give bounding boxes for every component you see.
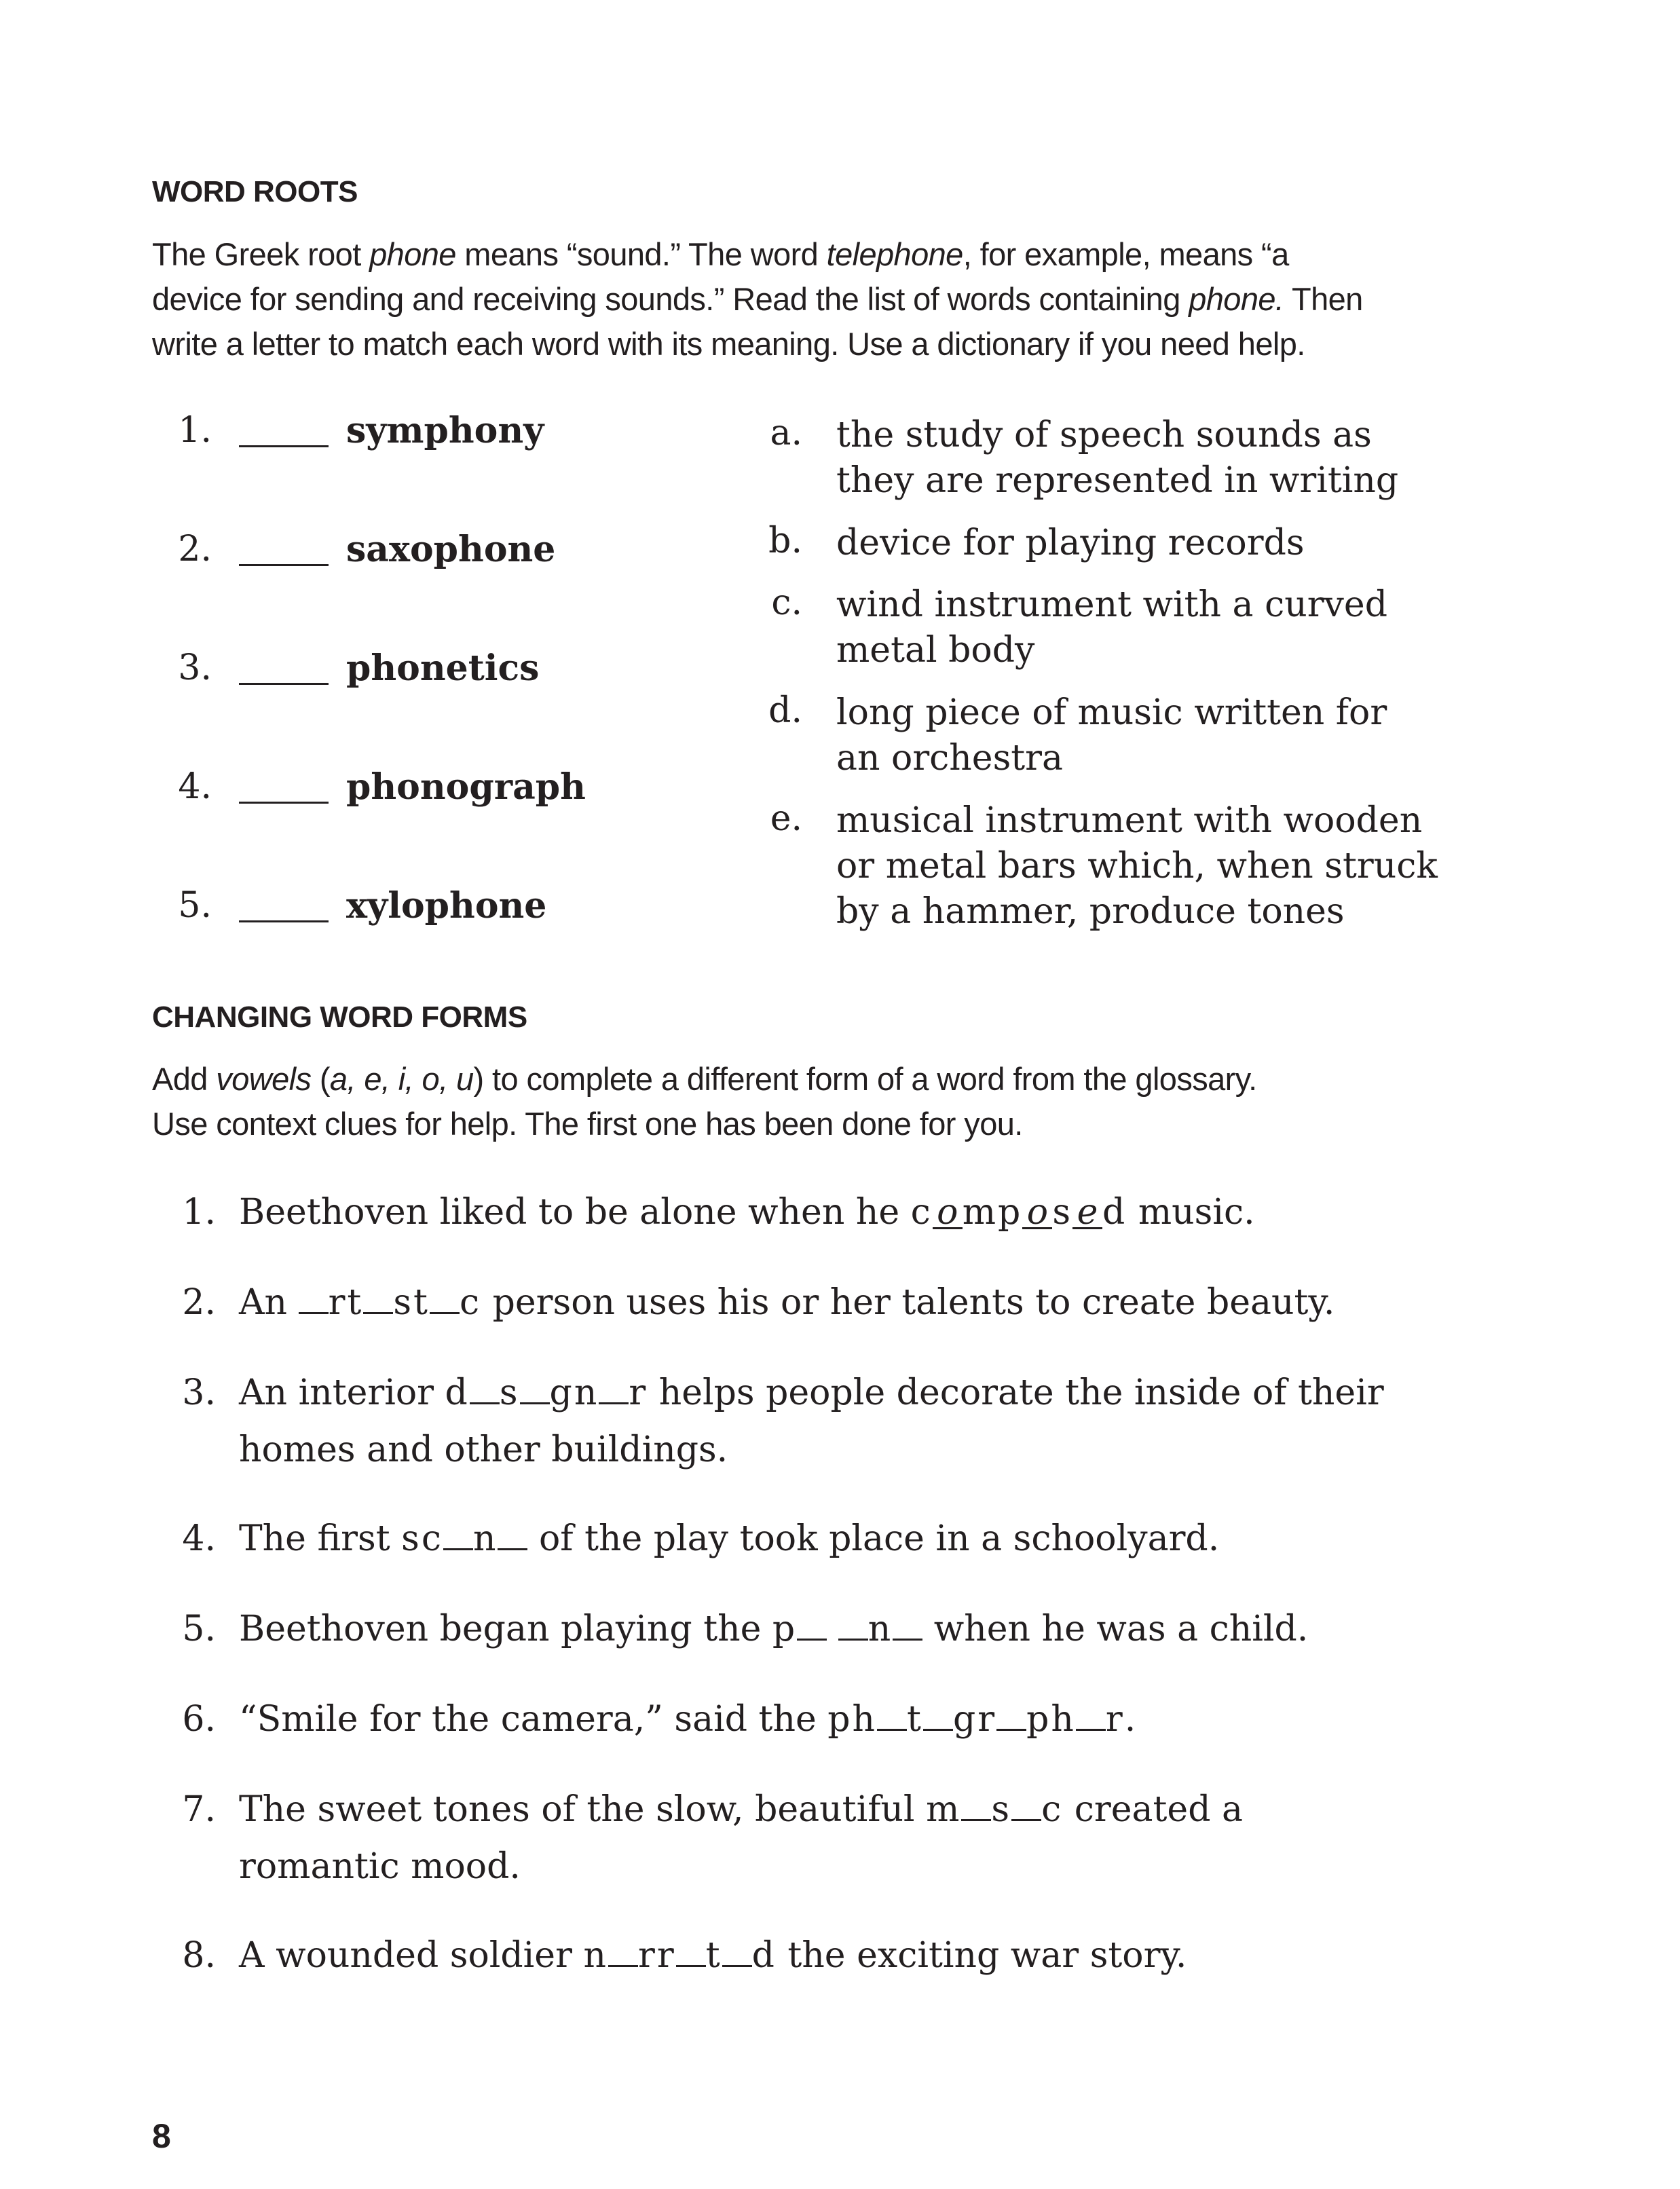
intro-line-1: The Greek root phone means “sound.” The word telephone, for example, means “a (152, 236, 1289, 272)
sentence-6: 6. “Smile for the camera,” said the ph t gr ph r. (239, 1691, 1136, 1748)
vowel-blank[interactable] (608, 1965, 638, 1967)
sentence-number: 4. (182, 1518, 216, 1559)
vowel-blank[interactable] (299, 1312, 329, 1314)
term-number: 3. (178, 648, 212, 688)
sentence-number: 8. (182, 1935, 216, 1976)
term-number: 2. (178, 529, 212, 569)
term-word: saxophone (346, 529, 556, 570)
vowel-blank[interactable] (877, 1729, 907, 1731)
sentence-4: 4. The first sc n of the play took place in a schoolyard. (239, 1510, 1219, 1567)
vowel-blank[interactable] (470, 1402, 500, 1404)
vowel-blank[interactable] (430, 1312, 460, 1314)
sentence-number: 6. (182, 1699, 216, 1740)
definition-letter: a. (770, 413, 802, 453)
vowel-blank[interactable] (797, 1639, 827, 1641)
vowel-blank[interactable] (1076, 1729, 1106, 1731)
definition-text: musical instrument with wooden or metal bars which, when struck by a hammer, produce tones (836, 800, 1438, 932)
sentence-5: 5. Beethoven began playing the p n when he was a child. (239, 1601, 1308, 1658)
term-word: phonetics (346, 648, 540, 689)
term-word: xylophone (346, 885, 547, 927)
sentence-1: 1. Beethoven liked to be alone when he c o mp o s e d music. (239, 1184, 1255, 1241)
sentence-number: 1. (182, 1192, 216, 1233)
definition-text: long piece of music written for an orchestra (836, 692, 1387, 779)
intro-line-2: Use context clues for help. The first one has been done for you. (152, 1106, 1023, 1142)
word-roots-heading: WORD ROOTS (152, 175, 358, 208)
vowel-blank[interactable] (996, 1729, 1026, 1731)
vowel-answer[interactable]: e (1072, 1197, 1102, 1229)
term-word: phonograph (346, 766, 586, 808)
definition-letter: d. (768, 690, 802, 731)
definition-letter: b. (768, 521, 802, 561)
definition-text: the study of speech sounds as they are represented in writing (836, 415, 1399, 501)
intro-line-2: device for sending and receiving sounds.” Read the list of words containing phone. Then (152, 281, 1363, 317)
sentence-3: 3. An interior d s gn r helps people decorate the inside of their homes and other buildings. (239, 1364, 1384, 1478)
definition-letter: e. (770, 798, 802, 839)
changing-word-forms-heading: CHANGING WORD FORMS (152, 1000, 527, 1034)
vowel-blank[interactable] (599, 1402, 629, 1404)
changing-forms-intro (152, 1057, 1442, 1146)
word-roots-intro (152, 232, 1442, 367)
intro-line-1: Add vowels (a, e, i, o, u) to complete a different form of a word from the glossary. (152, 1061, 1257, 1097)
term-number: 5. (178, 885, 212, 926)
vowel-blank[interactable] (722, 1965, 752, 1967)
vowel-blank[interactable] (363, 1312, 393, 1314)
vowel-blank[interactable] (961, 1819, 991, 1821)
vowel-blank[interactable] (893, 1639, 922, 1641)
vowel-blank[interactable] (520, 1402, 550, 1404)
term-word: symphony (346, 410, 544, 451)
vowel-blank[interactable] (443, 1548, 473, 1550)
vowel-blank[interactable] (1011, 1819, 1041, 1821)
sentence-7: 7. The sweet tones of the slow, beautiful m s c created a romantic mood. (239, 1781, 1243, 1895)
sentence-number: 5. (182, 1609, 216, 1649)
definition-d (0, 690, 1680, 785)
sentence-8: 8. A wounded soldier n rr t d the exciting war story. (239, 1927, 1187, 1984)
sentence-2: 2. An rt st c person uses his or her talents to create beauty. (239, 1274, 1334, 1331)
definition-text: wind instrument with a curved metal body (836, 584, 1387, 671)
vowel-blank[interactable] (498, 1548, 527, 1550)
definition-c (0, 582, 1680, 677)
term-number: 1. (178, 410, 212, 451)
intro-line-3: write a letter to match each word with its meaning. Use a dictionary if you need help. (152, 326, 1305, 362)
vowel-answer[interactable]: o (933, 1197, 963, 1229)
vowel-blank[interactable] (923, 1729, 953, 1731)
definition-letter: c. (771, 582, 802, 623)
definition-e (0, 798, 1680, 941)
definition-a (0, 413, 1680, 508)
definition-text: device for playing records (836, 523, 1305, 563)
sentence-number: 3. (182, 1372, 216, 1413)
term-number: 4. (178, 766, 212, 807)
vowel-blank[interactable] (676, 1965, 706, 1967)
sentence-number: 2. (182, 1282, 216, 1323)
definition-b (0, 521, 1680, 568)
vowel-answer[interactable]: o (1022, 1197, 1052, 1229)
sentence-number: 7. (182, 1789, 216, 1830)
vowel-blank[interactable] (838, 1639, 868, 1641)
page-number: 8 (152, 2117, 171, 2155)
